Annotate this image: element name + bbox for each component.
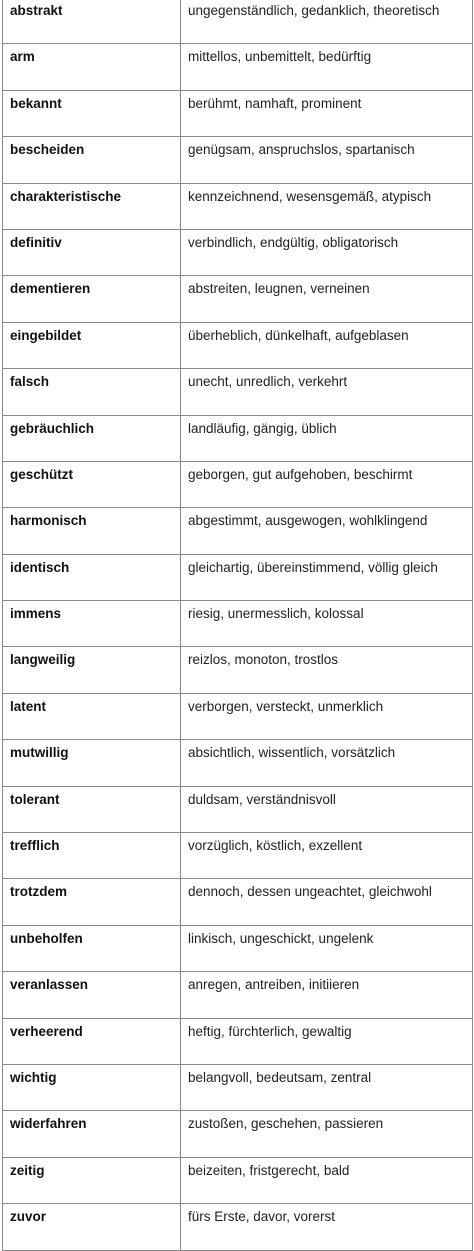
- term-cell: abstrakt: [3, 0, 181, 44]
- table-row: [3, 461, 473, 507]
- term-cell: zeitig: [3, 1157, 181, 1203]
- table-row: [3, 693, 473, 739]
- synonyms-cell: abgestimmt, ausgewogen, wohlklingend: [181, 508, 473, 554]
- term-cell: bekannt: [3, 90, 181, 136]
- table-row: [3, 833, 473, 879]
- synonyms-cell: linkisch, ungeschickt, ungelenk: [181, 925, 473, 971]
- synonyms-cell: belangvoll, bedeutsam, zentral: [181, 1064, 473, 1110]
- term-cell: identisch: [3, 554, 181, 600]
- term-cell: eingebildet: [3, 322, 181, 368]
- term-cell: wichtig: [3, 1064, 181, 1110]
- term-cell: immens: [3, 601, 181, 647]
- term-cell: unbeholfen: [3, 925, 181, 971]
- table-row: [3, 276, 473, 322]
- term-cell: geschützt: [3, 461, 181, 507]
- synonyms-cell: beizeiten, fristgerecht, bald: [181, 1157, 473, 1203]
- synonyms-cell: überheblich, dünkelhaft, aufgeblasen: [181, 322, 473, 368]
- table-row: [3, 879, 473, 925]
- table-row: [3, 1018, 473, 1064]
- table-row: [3, 44, 473, 90]
- table-row: [3, 1111, 473, 1157]
- synonyms-cell: absichtlich, wissentlich, vorsätzlich: [181, 740, 473, 786]
- table-row: [3, 229, 473, 275]
- table-row: [3, 1064, 473, 1110]
- term-cell: falsch: [3, 369, 181, 415]
- table-row: [3, 369, 473, 415]
- synonyms-cell: kennzeichnend, wesensgemäß, atypisch: [181, 183, 473, 229]
- synonyms-cell: abstreiten, leugnen, verneinen: [181, 276, 473, 322]
- synonym-table-body: [3, 0, 473, 1250]
- table-row: [3, 183, 473, 229]
- term-cell: langweilig: [3, 647, 181, 693]
- table-row: [3, 972, 473, 1018]
- synonyms-cell: ungegenständlich, gedanklich, theoretisch: [181, 0, 473, 44]
- term-cell: verheerend: [3, 1018, 181, 1064]
- synonyms-cell: reizlos, monoton, trostlos: [181, 647, 473, 693]
- synonyms-cell: unecht, unredlich, verkehrt: [181, 369, 473, 415]
- synonym-table: [2, 0, 473, 1251]
- table-row: [3, 1157, 473, 1203]
- synonyms-cell: berühmt, namhaft, prominent: [181, 90, 473, 136]
- synonyms-cell: geborgen, gut aufgehoben, beschirmt: [181, 461, 473, 507]
- term-cell: charakteristische: [3, 183, 181, 229]
- synonyms-cell: landläufig, gängig, üblich: [181, 415, 473, 461]
- synonyms-cell: riesig, unermesslich, kolossal: [181, 601, 473, 647]
- synonyms-cell: heftig, fürchterlich, gewaltig: [181, 1018, 473, 1064]
- synonyms-cell: dennoch, dessen ungeachtet, gleichwohl: [181, 879, 473, 925]
- synonyms-cell: gleichartig, übereinstimmend, völlig gleich: [181, 554, 473, 600]
- term-cell: gebräuchlich: [3, 415, 181, 461]
- term-cell: veranlassen: [3, 972, 181, 1018]
- synonyms-cell: mittellos, unbemittelt, bedürftig: [181, 44, 473, 90]
- synonyms-cell: verborgen, versteckt, unmerklich: [181, 693, 473, 739]
- synonyms-cell: zustoßen, geschehen, passieren: [181, 1111, 473, 1157]
- synonyms-cell: duldsam, verständnisvoll: [181, 786, 473, 832]
- table-row: [3, 786, 473, 832]
- term-cell: tolerant: [3, 786, 181, 832]
- table-row: [3, 554, 473, 600]
- term-cell: trefflich: [3, 833, 181, 879]
- term-cell: arm: [3, 44, 181, 90]
- table-row: [3, 925, 473, 971]
- table-row: [3, 601, 473, 647]
- term-cell: trotzdem: [3, 879, 181, 925]
- term-cell: latent: [3, 693, 181, 739]
- table-row: [3, 647, 473, 693]
- term-cell: dementieren: [3, 276, 181, 322]
- synonyms-cell: verbindlich, endgültig, obligatorisch: [181, 229, 473, 275]
- term-cell: definitiv: [3, 229, 181, 275]
- synonyms-cell: vorzüglich, köstlich, exzellent: [181, 833, 473, 879]
- table-row: [3, 740, 473, 786]
- table-row: [3, 415, 473, 461]
- term-cell: harmonisch: [3, 508, 181, 554]
- term-cell: widerfahren: [3, 1111, 181, 1157]
- term-cell: bescheiden: [3, 137, 181, 183]
- term-cell: zuvor: [3, 1204, 181, 1250]
- term-cell: mutwillig: [3, 740, 181, 786]
- table-row: [3, 1204, 473, 1250]
- synonyms-cell: genügsam, anspruchslos, spartanisch: [181, 137, 473, 183]
- table-row: [3, 508, 473, 554]
- synonyms-cell: fürs Erste, davor, vorerst: [181, 1204, 473, 1250]
- table-row: [3, 137, 473, 183]
- table-row: [3, 322, 473, 368]
- synonyms-cell: anregen, antreiben, initiieren: [181, 972, 473, 1018]
- table-row: [3, 90, 473, 136]
- table-row: [3, 0, 473, 44]
